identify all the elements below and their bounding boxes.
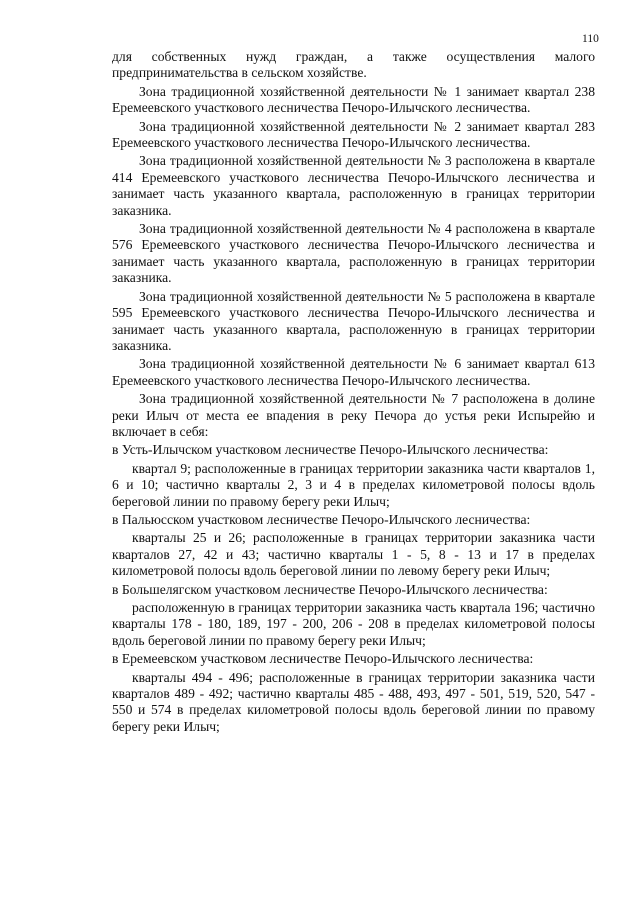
paragraph-zone-6: Зона традиционной хозяйственной деятельности № 6 занимает квартал 613 Еремеевского участкового лесничества Печоро-Илычского лесничества. — [112, 356, 595, 388]
paragraph-palyus-quarters: кварталы 25 и 26; расположенные в границах территории заказника части кварталов 27, 42 и 43; частично кварталы 1 - 5, 8 - 13 и 17 в пределах километровой полосы вдоль береговой линии по левому берегу реки Илыч; — [112, 530, 595, 579]
document-body — [112, 49, 595, 737]
paragraph-zone-5: Зона традиционной хозяйственной деятельности № 5 расположена в квартале 595 Еремеевского участкового лесничества Печоро-Илычского лесничества и занимает часть указанного квартала, расположенную в границах территории заказника. — [112, 288, 595, 353]
paragraph-eremeev-heading: в Еремеевском участковом лесничестве Печоро-Илычского лесничества: — [112, 651, 534, 667]
paragraph-ust-ilych-heading: в Усть-Илычском участковом лесничестве Печоро-Илычского лесничества: — [112, 442, 549, 458]
paragraph-intro: для собственных нужд граждан, а также осуществления малого предпринимательства в сельском хозяйстве. — [112, 49, 595, 81]
paragraph-zone-2: Зона традиционной хозяйственной деятельности № 2 занимает квартал 283 Еремеевского участкового лесничества Печоро-Илычского лесничества. — [112, 118, 595, 151]
paragraph-palyus-heading: в Пальюсском участковом лесничестве Печоро-Илычского лесничества: — [112, 511, 531, 527]
paragraph-ust-ilych-quarters: квартал 9; расположенные в границах территории заказника части кварталов 1, 6 и 10; частично кварталы 2, 3 и 4 в пределах километровой полосы вдоль береговой линии по правому берегу реки Илыч; — [112, 460, 595, 509]
paragraph-zone-7: Зона традиционной хозяйственной деятельности № 7 расположена в долине реки Илыч от места ее впадения в реку Печора до устья реки Испырейю и включает в себя: — [112, 391, 595, 439]
paragraph-bolshelyag-quarters: расположенную в границах территории заказника часть квартала 196; частично кварталы 178 - 180, 189, 197 - 200, 206 - 208 в пределах километровой полосы вдоль береговой линии по правому берегу реки Илыч; — [112, 600, 595, 648]
paragraph-zone-4: Зона традиционной хозяйственной деятельности № 4 расположена в квартале 576 Еремеевского участкового лесничества Печоро-Илычского лесничества и занимает часть указанного квартала, расположенную в границах территории заказника. — [112, 221, 595, 286]
paragraph-eremeev-quarters: кварталы 494 - 496; расположенные в границах территории заказника части кварталов 489 - 492; частично кварталы 485 - 488, 493, 497 - 501, 519, 520, 547 - 550 и 574 в пределах километровой полосы вдоль береговой линии по правому берегу реки Илыч; — [112, 669, 595, 734]
paragraph-bolshelyag-heading: в Большелягском участковом лесничестве Печоро-Илычского лесничества: — [112, 581, 548, 597]
page-number: 110 — [582, 33, 599, 45]
paragraph-zone-1: Зона традиционной хозяйственной деятельности № 1 занимает квартал 238 Еремеевского участкового лесничества Печоро-Илычского лесничества. — [112, 83, 595, 116]
paragraph-zone-3: Зона традиционной хозяйственной деятельности № 3 расположена в квартале 414 Еремеевского участкового лесничества Печоро-Илычского лесничества и занимает часть указанного квартала, расположенную в границах территории заказника. — [112, 153, 595, 218]
